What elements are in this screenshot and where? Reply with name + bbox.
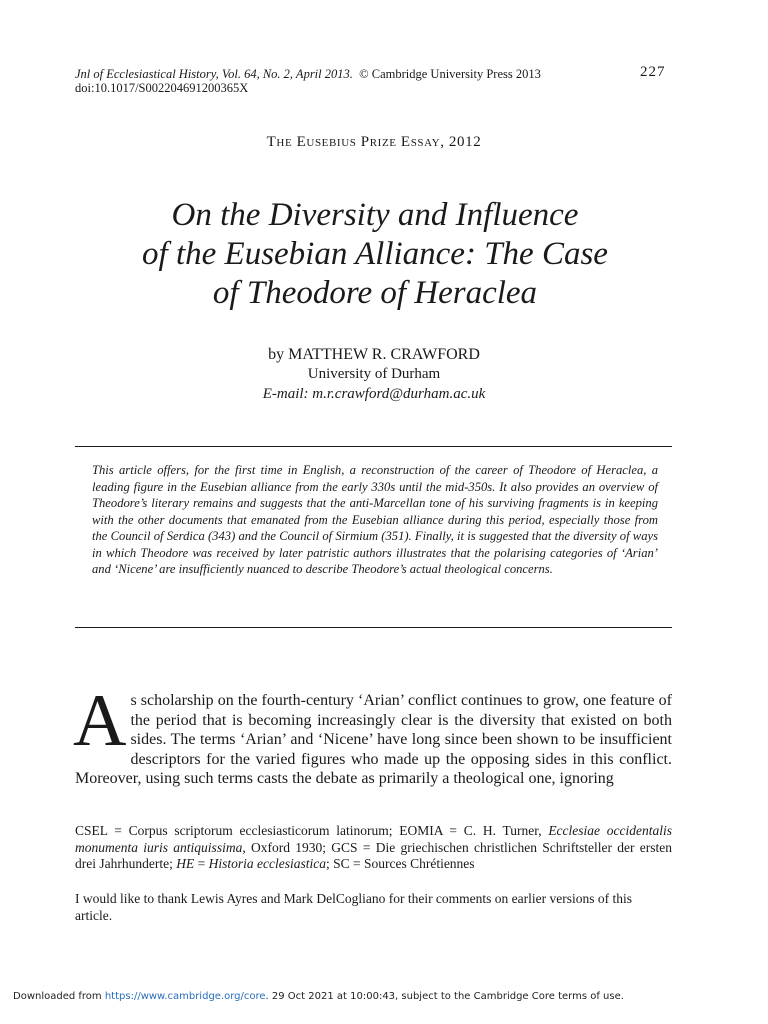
abstract: This article offers, for the first time in English, a reconstruction of the career of Theodore of Heraclea, a leading figure in the Eusebian alliance from the early 330s until the mid-350s. It also provides an overview of Theodore’s literary remains and suggests that the anti-Marcellan tone of his surviving fragments is in keeping with the other documents that emanated from the Eusebian alliance during this period, especially those from the Council of Serdica (343) and the Council of Sirmium (351). Finally, it is suggested that the diversity of ways in which Theodore was received by later patristic authors illustrates that the polarising categories of ‘Arian’ and ‘Nicene’ are insufficiently nuanced to describe Theodore’s actual theological concerns. bbox=[92, 463, 658, 576]
abbr-he: HE bbox=[176, 856, 195, 871]
prize-essay-heading: The Eusebius Prize Essay, 2012 bbox=[266, 134, 482, 150]
download-suffix: . 29 Oct 2021 at 10:00:43, subject to the Cambridge Core terms of use. bbox=[265, 991, 624, 1002]
download-prefix: Downloaded from bbox=[13, 991, 105, 1002]
title-line-3: of Theodore of Heraclea bbox=[212, 275, 538, 311]
abbr-text-1: CSEL = Corpus scriptorum ecclesiasticorum latinorum; EOMIA = C. H. Turner, bbox=[75, 823, 549, 838]
abbr-he-title: Historia ecclesiastica bbox=[208, 856, 326, 871]
author-affiliation: University of Durham bbox=[307, 366, 441, 382]
download-notice bbox=[13, 991, 624, 1002]
abbr-equals: = bbox=[194, 856, 209, 871]
abbr-text-2: , Oxford 1930; GCS = Die griechischen christlichen Schriftsteller der ersten drei Jahrhunderte; bbox=[75, 839, 672, 871]
author-byline: by MATTHEW R. CRAWFORD bbox=[268, 346, 480, 363]
page-number: 227 bbox=[640, 64, 666, 80]
doi: doi:10.1017/S002204691200365X bbox=[75, 81, 249, 95]
abstract-bottom-rule bbox=[75, 627, 672, 628]
cambridge-core-link[interactable]: https://www.cambridge.org/core bbox=[104, 991, 266, 1002]
abbr-eomia-title: Ecclesiae occidentalis monumenta iuris antiquissima bbox=[75, 823, 672, 855]
title-line-1: On the Diversity and Influence bbox=[171, 197, 579, 233]
drop-cap: A bbox=[73, 680, 127, 762]
title-line-2: of the Eusebian Alliance: The Case bbox=[142, 236, 608, 272]
abbr-text-3: ; SC = Sources Chrétiennes bbox=[325, 856, 475, 871]
body-paragraph bbox=[73, 680, 672, 789]
abbreviations-footnote bbox=[75, 823, 672, 873]
copyright-notice: © Cambridge University Press 2013 bbox=[359, 67, 541, 81]
journal-reference: Jnl of Ecclesiastical History, Vol. 64, No. 2, April 2013. bbox=[75, 67, 353, 81]
article-title bbox=[60, 196, 690, 313]
acknowledgements-footnote: I would like to thank Lewis Ayres and Mark DelCogliano for their comments on earlier versions of this article. bbox=[75, 891, 633, 923]
journal-citation bbox=[75, 67, 541, 82]
body-paragraph-text: s scholarship on the fourth-century ‘Arian’ conflict continues to grow, one feature of the period that is becoming increasingly clear is the diversity that existed on both sides. The terms ‘Arian’ and ‘Nicene’ have long since been shown to be insufficient descriptors for the varied figures who made up the opposing sides in this conflict. Moreover, using such terms casts the debate as primarily a theological one, ignoring bbox=[75, 692, 672, 787]
author-email: E-mail: m.r.crawford@durham.ac.uk bbox=[262, 386, 486, 402]
abstract-top-rule bbox=[75, 446, 672, 447]
